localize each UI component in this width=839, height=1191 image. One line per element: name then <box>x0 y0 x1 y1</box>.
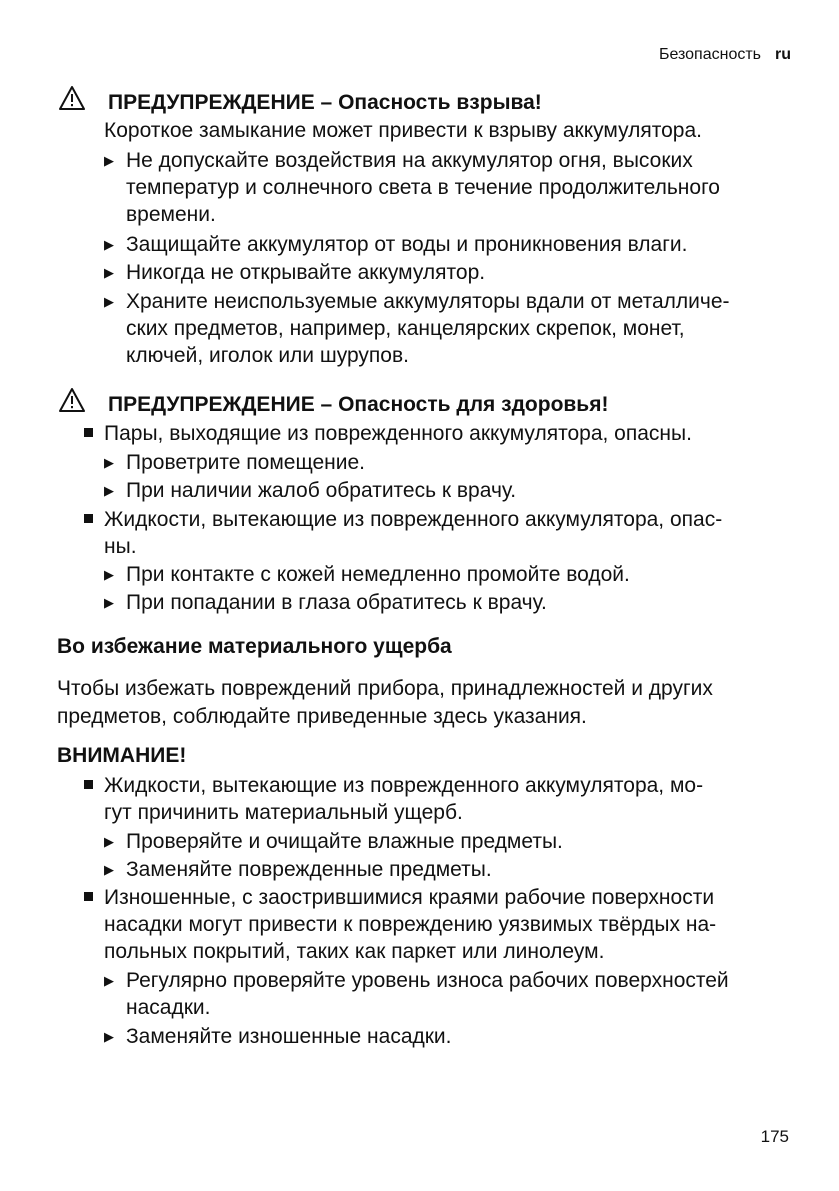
warning1-item: ▶ Храните неиспользуемые аккумуляторы вдали от металличе- <box>104 290 730 313</box>
page-number: 175 <box>760 1127 789 1146</box>
warning-triangle-icon <box>59 85 85 111</box>
header-lang: ru <box>775 46 791 63</box>
attention-step: ▶ Заменяйте изношенные насадки. <box>104 1025 452 1048</box>
warning2-step: ▶ При контакте с кожей немедленно промойте водой. <box>104 563 630 586</box>
arrow-bullet-icon: ▶ <box>104 153 114 168</box>
warning2-step: ▶ При попадании в глаза обратитесь к врачу. <box>104 591 547 614</box>
arrow-bullet-icon: ▶ <box>104 1029 114 1044</box>
arrow-bullet-icon: ▶ <box>104 862 114 877</box>
attention-step: ▶ Проверяйте и очищайте влажные предметы. <box>104 830 563 853</box>
attention-bullet-cont: насадки могут привести к повреждению уязвимых твёрдых на- <box>104 913 717 936</box>
arrow-bullet-icon: ▶ <box>104 973 114 988</box>
attention-step: ▶ Заменяйте поврежденные предметы. <box>104 858 492 881</box>
warning1-item-cont: времени. <box>126 203 216 226</box>
warning1-item-cont: ключей, иголок или шурупов. <box>126 344 409 367</box>
arrow-bullet-icon: ▶ <box>104 595 114 610</box>
warning2-bullet: Пары, выходящие из поврежденного аккумулятора, опасны. <box>104 422 692 445</box>
arrow-bullet-icon: ▶ <box>104 834 114 849</box>
arrow-bullet-icon: ▶ <box>104 567 114 582</box>
arrow-bullet-icon: ▶ <box>104 237 114 252</box>
section-intro: Чтобы избежать повреждений прибора, принадлежностей и других <box>57 677 713 700</box>
warning1-title: ПРЕДУПРЕЖДЕНИЕ – Опасность взрыва! <box>108 91 542 114</box>
warning2-title: ПРЕДУПРЕЖДЕНИЕ – Опасность для здоровья! <box>108 393 609 416</box>
arrow-bullet-icon: ▶ <box>104 483 114 498</box>
warning1-item-cont: температур и солнечного света в течение продолжительного <box>126 176 720 199</box>
arrow-bullet-icon: ▶ <box>104 265 114 280</box>
attention-step-cont: насадки. <box>126 996 211 1019</box>
section-heading: Во избежание материального ущерба <box>57 635 452 658</box>
header-section: Безопасность <box>658 46 761 63</box>
square-bullet-icon <box>84 428 93 437</box>
attention-label: ВНИМАНИЕ! <box>57 744 187 767</box>
warning2-bullet-cont: ны. <box>104 535 137 558</box>
square-bullet-icon <box>84 514 93 523</box>
warning1-item: ▶ Защищайте аккумулятор от воды и проникновения влаги. <box>104 233 688 256</box>
attention-bullet: Изношенные, с заострившимися краями рабочие поверхности <box>104 886 715 909</box>
attention-bullet-cont: гут причинить материальный ущерб. <box>104 801 463 824</box>
warning1-item: ▶ Никогда не открывайте аккумулятор. <box>104 261 486 284</box>
warning1-intro: Короткое замыкание может привести к взрыву аккумулятора. <box>104 119 702 142</box>
warning2-bullet: Жидкости, вытекающие из поврежденного аккумулятора, опас- <box>104 508 723 531</box>
attention-step: ▶ Регулярно проверяйте уровень износа рабочих поверхностей <box>104 969 729 992</box>
warning1-item: ▶ Не допускайте воздействия на аккумулятор огня, высоких <box>104 149 693 172</box>
page-header <box>659 46 791 64</box>
attention-bullet-cont: польных покрытий, таких как паркет или линолеум. <box>104 940 605 963</box>
attention-bullet: Жидкости, вытекающие из поврежденного аккумулятора, мо- <box>104 774 704 797</box>
square-bullet-icon <box>84 892 93 901</box>
arrow-bullet-icon: ▶ <box>104 455 114 470</box>
square-bullet-icon <box>84 780 93 789</box>
warning1-item-cont: ских предметов, например, канцелярских скрепок, монет, <box>126 317 685 340</box>
warning-triangle-icon <box>59 387 85 413</box>
section-intro: предметов, соблюдайте приведенные здесь указания. <box>57 705 587 728</box>
warning2-step: ▶ Проветрите помещение. <box>104 451 366 474</box>
warning2-step: ▶ При наличии жалоб обратитесь к врачу. <box>104 479 517 502</box>
arrow-bullet-icon: ▶ <box>104 294 114 309</box>
